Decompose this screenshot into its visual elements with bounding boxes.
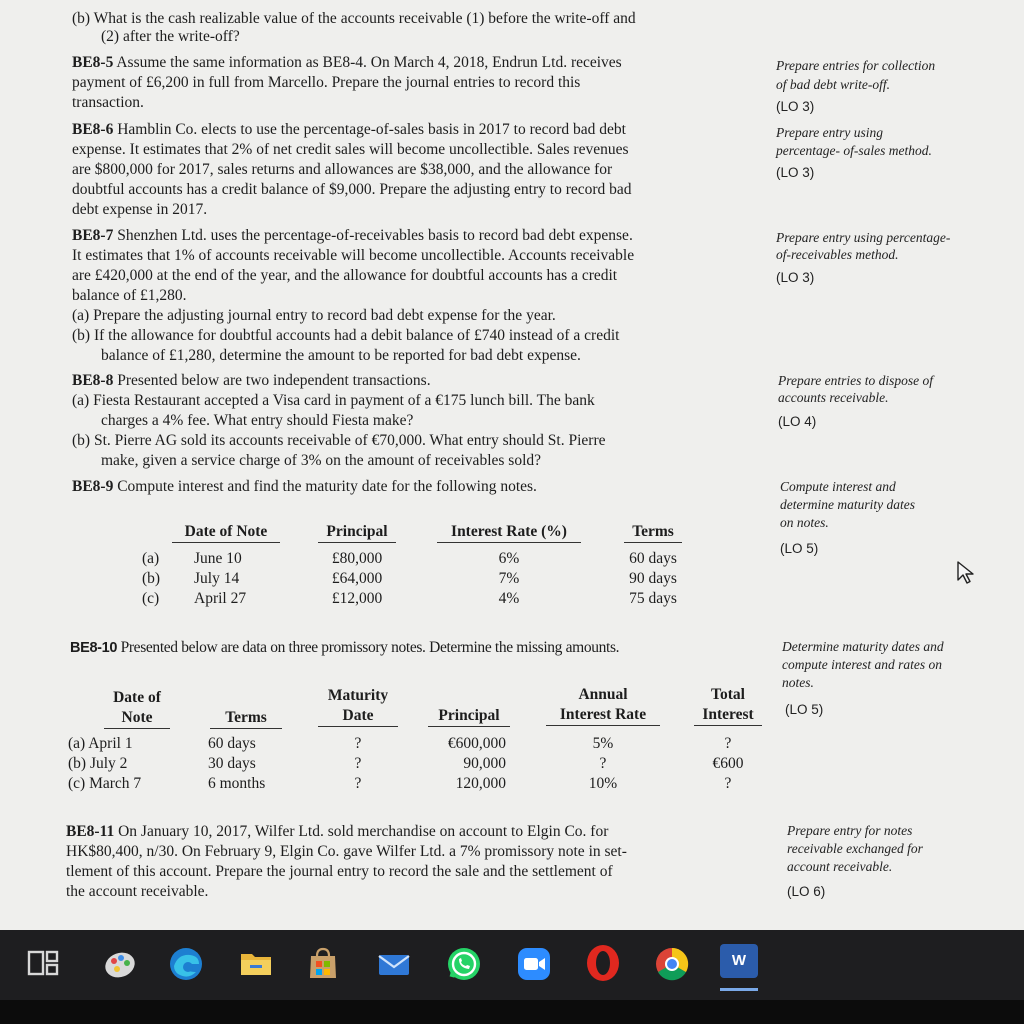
be8-10-row-interest: €600: [712, 755, 744, 772]
be8-9-row-rate: 7%: [498, 570, 520, 587]
be8-10-header-interest: Total: [711, 686, 745, 703]
be8-9-side-line2: determine maturity dates: [780, 497, 915, 512]
be8-10-row-date: (a) April 1: [68, 735, 133, 752]
be8-10-row-date: (b) July 2: [68, 755, 128, 772]
be8-8-part-a-line2: charges a 4% fee. What entry should Fiesta make?: [101, 412, 414, 429]
task-view-icon[interactable]: [26, 948, 60, 978]
be8-10-line1: BE8-10 Presented below are data on three promissory notes. Determine the missing amounts.: [70, 639, 620, 656]
be8-9-row-principal: £64,000: [331, 570, 383, 587]
be8-9-row-label: (a): [142, 550, 160, 567]
be8-10-header-date: Note: [104, 708, 170, 729]
be8-10-header-maturity: Date: [318, 706, 398, 727]
be8-6-line1: BE8-6 Hamblin Co. elects to use the percentage-of-sales basis in 2017 to record bad debt: [72, 121, 626, 138]
mouse-pointer-icon: [956, 560, 978, 586]
be8-11-side-line3: account receivable.: [787, 859, 893, 874]
be8-9-row-terms: 90 days: [629, 570, 677, 587]
be8-6-line2: expense. It estimates that 2% of net credit sales will become uncollectible. Sales revenues: [72, 141, 629, 158]
mail-app-icon[interactable]: [374, 944, 414, 984]
be8-11-side-line2: receivable exchanged for: [787, 841, 923, 856]
be8-10-row-principal: 90,000: [463, 755, 506, 772]
be8-10-row-principal: 120,000: [455, 775, 506, 792]
be8-11-line4: the account receivable.: [66, 883, 209, 900]
be8-10-side-line1: Determine maturity dates and: [782, 639, 944, 654]
be8-10-row-terms: 30 days: [208, 755, 256, 772]
be8-9-row-rate: 6%: [498, 550, 520, 567]
be8-10-header-date: Date of: [113, 689, 161, 706]
be8-7-part-b-line1: (b) If the allowance for doubtful accounts had a debit balance of £740 instead of a credit: [72, 327, 620, 344]
be8-10-row-interest: ?: [724, 775, 732, 792]
be8-5-line2: payment of £6,200 in full from Marcello. Prepare the journal entries to record this: [72, 74, 581, 91]
be8-4-part-b-line2: (2) after the write-off?: [101, 28, 240, 45]
be8-10-header-principal: Principal: [428, 706, 510, 727]
be8-9-code: BE8-9: [72, 478, 114, 495]
store-app-icon[interactable]: [303, 944, 343, 984]
be8-10-lo: (LO 5): [785, 702, 824, 717]
paint-app-icon[interactable]: [100, 944, 140, 984]
be8-11-side-line1: Prepare entry for notes: [787, 823, 913, 838]
be8-8-code: BE8-8: [72, 372, 114, 389]
be8-7-code: BE8-7: [72, 227, 114, 244]
be8-10-row-maturity: ?: [354, 755, 362, 772]
word-app-icon[interactable]: [720, 944, 758, 978]
be8-10-side-line2: compute interest and rates on: [782, 657, 942, 672]
be8-11-line2: HK$80,400, n/30. On February 9, Elgin Co. gave Wilfer Ltd. a 7% promissory note in set-: [66, 843, 627, 860]
taskbar: [0, 930, 1024, 1000]
be8-8-side-line2: accounts receivable.: [778, 390, 889, 405]
be8-10-header-terms: Terms: [210, 708, 282, 729]
be8-10-row-maturity: ?: [354, 735, 362, 752]
be8-8-part-a-line1: (a) Fiesta Restaurant accepted a Visa card in payment of a €175 lunch bill. The bank: [72, 392, 595, 409]
be8-10-row-principal: €600,000: [447, 735, 506, 752]
be8-8-side-line1: Prepare entries to dispose of: [778, 373, 933, 388]
be8-10-row-terms: 60 days: [208, 735, 256, 752]
be8-9-row-principal: £12,000: [331, 590, 383, 607]
be8-9-lo: (LO 5): [780, 541, 819, 556]
be8-5-side-line1: Prepare entries for collection: [776, 58, 936, 73]
be8-5-lo: (LO 3): [776, 99, 815, 114]
be8-10-row-rate: ?: [599, 755, 607, 772]
be8-9-row-principal: £80,000: [331, 550, 383, 567]
be8-6-lo: (LO 3): [776, 165, 815, 180]
be8-8-part-b-line2: make, given a service charge of 3% on the amount of receivables sold?: [101, 452, 542, 469]
be8-7-line2: It estimates that 1% of accounts receivable will become uncollectible. Accounts receivable: [72, 247, 635, 264]
be8-9-side-line3: on notes.: [780, 515, 829, 530]
chrome-browser-icon[interactable]: [652, 944, 692, 984]
be8-9-row-date: June 10: [194, 550, 242, 567]
be8-10-row-terms: 6 months: [208, 775, 266, 792]
be8-9-header-rate: Interest Rate (%): [437, 522, 581, 543]
be8-5-line1: BE8-5 Assume the same information as BE8-4. On March 4, 2018, Endrun Ltd. receives: [72, 54, 622, 71]
be8-7-side-line2: of-receivables method.: [776, 247, 899, 262]
be8-7-line4: balance of £1,280.: [72, 287, 187, 304]
be8-5-code: BE8-5: [72, 54, 114, 71]
be8-9-row-label: (b): [142, 570, 161, 587]
be8-6-side-line2: percentage- of-sales method.: [776, 143, 932, 158]
be8-11-line3: tlement of this account. Prepare the journal entry to record the sale and the settlement of: [66, 863, 613, 880]
be8-4-part-b-line1: (b) What is the cash realizable value of the accounts receivable (1) before the write-off and: [72, 10, 636, 27]
be8-9-line1: BE8-9 Compute interest and find the maturity date for the following notes.: [72, 478, 537, 495]
edge-browser-icon[interactable]: [166, 944, 206, 984]
be8-11-code: BE8-11: [66, 823, 115, 840]
be8-6-line5: debt expense in 2017.: [72, 201, 208, 218]
be8-9-row-rate: 4%: [498, 590, 520, 607]
be8-9-header-date: Date of Note: [172, 522, 280, 543]
zoom-app-icon[interactable]: [514, 944, 554, 984]
word-app-label: W: [731, 952, 747, 969]
be8-9-side-line1: Compute interest and: [780, 479, 896, 494]
be8-10-header-interest: Interest: [694, 705, 762, 726]
be8-9-header-terms: Terms: [624, 522, 682, 543]
be8-9-row-label: (c): [142, 590, 160, 607]
be8-10-code: BE8-10: [70, 640, 118, 656]
be8-9-row-date: April 27: [194, 590, 247, 607]
be8-8-lo: (LO 4): [778, 414, 817, 429]
be8-10-row-rate: 10%: [588, 775, 618, 792]
be8-7-line1: BE8-7 Shenzhen Ltd. uses the percentage-of-receivables basis to record bad debt expense.: [72, 227, 633, 244]
be8-10-side-line3: notes.: [782, 675, 814, 690]
opera-browser-icon[interactable]: [582, 942, 624, 984]
be8-10-row-interest: ?: [724, 735, 732, 752]
be8-10-header-rate: Annual: [578, 686, 628, 703]
be8-9-row-terms: 60 days: [629, 550, 677, 567]
be8-8-line1: BE8-8 Presented below are two independent transactions.: [72, 372, 431, 389]
be8-11-lo: (LO 6): [787, 884, 826, 899]
be8-6-code: BE8-6: [72, 121, 114, 138]
be8-5-side-line2: of bad debt write-off.: [776, 77, 890, 92]
be8-11-line1: BE8-11 On January 10, 2017, Wilfer Ltd. sold merchandise on account to Elgin Co. for: [66, 823, 609, 840]
be8-7-side-line1: Prepare entry using percentage-: [776, 230, 951, 245]
be8-10-row-date: (c) March 7: [68, 775, 142, 792]
whatsapp-icon[interactable]: [444, 944, 484, 984]
be8-10-header-rate: Interest Rate: [546, 705, 660, 726]
be8-6-line4: doubtful accounts has a credit balance of $9,000. Prepare the adjusting entry to record bad: [72, 181, 632, 198]
be8-7-line3: are £420,000 at the end of the year, and the allowance for doubtful accounts has a credit: [72, 267, 618, 284]
be8-10-header-maturity: Maturity: [327, 687, 389, 704]
be8-9-row-date: July 14: [194, 570, 240, 587]
be8-6-side-line1: Prepare entry using: [776, 125, 883, 140]
be8-5-line3: transaction.: [72, 94, 144, 111]
active-app-indicator: [720, 988, 758, 991]
be8-6-line3: are $800,000 for 2017, sales returns and allowances are $38,000, and the allowance for: [72, 161, 613, 178]
be8-10-row-rate: 5%: [592, 735, 614, 752]
be8-7-part-a: (a) Prepare the adjusting journal entry to record bad debt expense for the year.: [72, 307, 556, 324]
be8-9-header-principal: Principal: [318, 522, 396, 543]
file-explorer-icon[interactable]: [236, 944, 276, 984]
monitor-bezel: [0, 1000, 1024, 1024]
be8-10-row-maturity: ?: [354, 775, 362, 792]
be8-7-part-b-line2: balance of £1,280, determine the amount to be reported for bad debt expense.: [101, 347, 581, 364]
be8-7-lo: (LO 3): [776, 270, 815, 285]
be8-8-part-b-line1: (b) St. Pierre AG sold its accounts receivable of €70,000. What entry should St. Pierre: [72, 432, 606, 449]
be8-9-row-terms: 75 days: [629, 590, 677, 607]
